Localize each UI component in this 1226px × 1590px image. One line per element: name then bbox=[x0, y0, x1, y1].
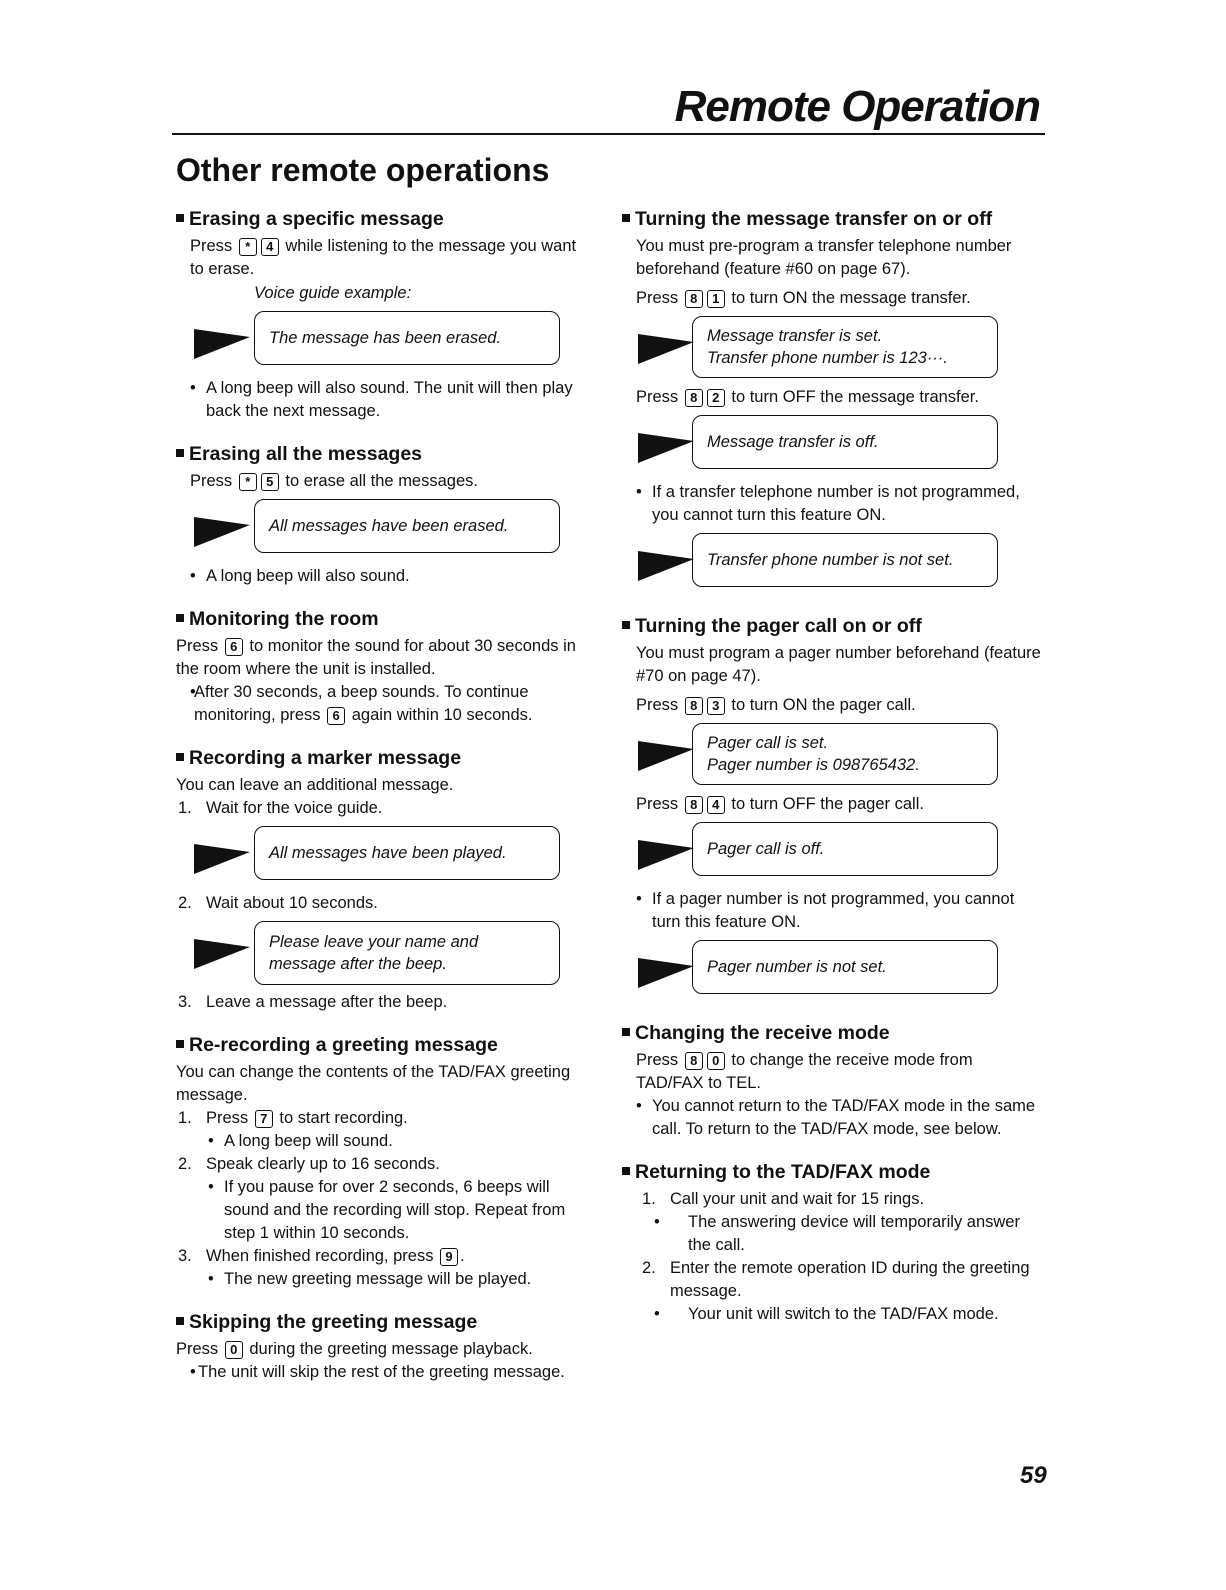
square-bullet-icon bbox=[622, 1028, 630, 1036]
key-5-icon: 5 bbox=[261, 473, 279, 491]
key-6-icon: 6 bbox=[225, 638, 243, 656]
intro-text: You must pre-program a transfer telephone number beforehand (feature #60 on page 67). bbox=[636, 237, 1012, 278]
rerecord-section bbox=[176, 1034, 586, 1291]
section-title: Other remote operations bbox=[176, 152, 550, 188]
bullet-note: • A long beep will sound. bbox=[176, 1130, 586, 1153]
instruction: Press 8 1 to turn ON the message transfer. bbox=[636, 289, 971, 307]
square-bullet-icon bbox=[622, 621, 630, 629]
section-heading: Turning the pager call on or off bbox=[622, 615, 1042, 638]
key-3-icon: 3 bbox=[707, 697, 725, 715]
receive-mode-section bbox=[622, 1022, 1042, 1141]
bullet-note: • A long beep will also sound. bbox=[176, 565, 586, 588]
speaker-icon bbox=[194, 517, 250, 547]
section-heading: Skipping the greeting message bbox=[176, 1311, 586, 1334]
page-number: 59 bbox=[1020, 1462, 1047, 1489]
square-bullet-icon bbox=[176, 214, 184, 222]
speaker-icon bbox=[638, 334, 694, 364]
bullet-note: • The new greeting message will be played. bbox=[176, 1268, 586, 1291]
instruction: Press * 4 while listening to the message you want to erase. bbox=[190, 237, 577, 278]
voice-guide-bubble: The message has been erased. bbox=[176, 311, 586, 373]
bullet-note: • If a transfer telephone number is not programmed, you cannot turn this feature ON. bbox=[622, 481, 1042, 527]
bullet-note: • You cannot return to the TAD/FAX mode in the same call. To return to the TAD/FAX mode, see below. bbox=[622, 1095, 1042, 1141]
key-8-icon: 8 bbox=[685, 1052, 703, 1070]
section-heading: Changing the receive mode bbox=[622, 1022, 1042, 1045]
skip-section bbox=[176, 1311, 586, 1384]
key-9-icon: 9 bbox=[440, 1248, 458, 1266]
step: 2. Wait about 10 seconds. bbox=[178, 894, 378, 912]
voice-guide-bubble: Pager call is off. bbox=[622, 822, 1042, 884]
speaker-icon bbox=[194, 329, 250, 359]
voice-guide-bubble: Message transfer is set. Transfer phone number is 123···. bbox=[622, 316, 1042, 382]
square-bullet-icon bbox=[176, 753, 184, 761]
section-heading: Returning to the TAD/FAX mode bbox=[622, 1161, 1042, 1184]
instruction: Press * 5 to erase all the messages. bbox=[190, 472, 478, 490]
square-bullet-icon bbox=[622, 214, 630, 222]
step: 2. Speak clearly up to 16 seconds. bbox=[178, 1155, 440, 1173]
square-bullet-icon bbox=[622, 1167, 630, 1175]
header-rule bbox=[172, 133, 1045, 135]
transfer-section bbox=[622, 208, 1042, 595]
key-star-icon: * bbox=[239, 238, 257, 256]
right-column bbox=[622, 208, 1042, 1346]
bullet-note: • If you pause for over 2 seconds, 6 beeps will sound and the recording will stop. Repeat from step 1 within 10 seconds. bbox=[176, 1176, 586, 1245]
monitor-section bbox=[176, 608, 586, 727]
instruction: Press 8 3 to turn ON the pager call. bbox=[636, 696, 916, 714]
speaker-icon bbox=[638, 741, 694, 771]
bullet-note: • Your unit will switch to the TAD/FAX mode. bbox=[622, 1303, 1042, 1326]
voice-guide-bubble: Transfer phone number is not set. bbox=[622, 533, 1042, 595]
key-8-icon: 8 bbox=[685, 697, 703, 715]
instruction: Press 8 2 to turn OFF the message transfer. bbox=[636, 388, 979, 406]
section-heading: Turning the message transfer on or off bbox=[622, 208, 1042, 231]
instruction: Press 8 0 to change the receive mode from TAD/FAX to TEL. bbox=[636, 1051, 973, 1092]
section-heading: Recording a marker message bbox=[176, 747, 586, 770]
speaker-icon bbox=[638, 840, 694, 870]
section-heading: Erasing a specific message bbox=[176, 208, 586, 231]
pager-section bbox=[622, 615, 1042, 1002]
voice-guide-bubble: All messages have been played. bbox=[176, 826, 586, 888]
key-8-icon: 8 bbox=[685, 290, 703, 308]
step: 2. Enter the remote operation ID during the greeting message. bbox=[642, 1259, 1030, 1300]
key-8-icon: 8 bbox=[685, 389, 703, 407]
key-8-icon: 8 bbox=[685, 796, 703, 814]
step: 3. When finished recording, press 9 . bbox=[178, 1247, 465, 1265]
key-0-icon: 0 bbox=[225, 1341, 243, 1359]
speaker-icon bbox=[638, 433, 694, 463]
intro-text: You can leave an additional message. bbox=[176, 776, 454, 794]
key-0-icon: 0 bbox=[707, 1052, 725, 1070]
marker-section bbox=[176, 747, 586, 1014]
returning-section bbox=[622, 1161, 1042, 1326]
instruction: Press 8 4 to turn OFF the pager call. bbox=[636, 795, 924, 813]
step: 3. Leave a message after the beep. bbox=[178, 993, 448, 1011]
key-7-icon: 7 bbox=[255, 1110, 273, 1128]
speaker-icon bbox=[638, 551, 694, 581]
instruction: Press 6 to monitor the sound for about 30 seconds in the room where the unit is installed. bbox=[176, 637, 576, 678]
key-1-icon: 1 bbox=[707, 290, 725, 308]
voice-guide-label: Voice guide example: bbox=[254, 284, 412, 302]
intro-text: You can change the contents of the TAD/FAX greeting message. bbox=[176, 1063, 571, 1104]
square-bullet-icon bbox=[176, 614, 184, 622]
key-star-icon: * bbox=[239, 473, 257, 491]
left-column bbox=[176, 208, 586, 1404]
section-heading: Erasing all the messages bbox=[176, 443, 586, 466]
speaker-icon bbox=[194, 844, 250, 874]
erase-all-section bbox=[176, 443, 586, 588]
square-bullet-icon bbox=[176, 449, 184, 457]
key-4-icon: 4 bbox=[707, 796, 725, 814]
voice-guide-bubble: Message transfer is off. bbox=[622, 415, 1042, 477]
square-bullet-icon bbox=[176, 1317, 184, 1325]
bullet-note: • The answering device will temporarily answer the call. bbox=[622, 1211, 1042, 1257]
bullet-note: • If a pager number is not programmed, you cannot turn this feature ON. bbox=[622, 888, 1042, 934]
section-heading: Monitoring the room bbox=[176, 608, 586, 631]
voice-guide-bubble: All messages have been erased. bbox=[176, 499, 586, 561]
bullet-note: • A long beep will also sound. The unit will then play back the next message. bbox=[176, 377, 586, 423]
key-2-icon: 2 bbox=[707, 389, 725, 407]
step: 1. Press 7 to start recording. bbox=[178, 1109, 408, 1127]
voice-guide-bubble: Please leave your name and message after the beep. bbox=[176, 921, 586, 987]
speaker-icon bbox=[638, 958, 694, 988]
bullet-note: • The unit will skip the rest of the greeting message. bbox=[176, 1361, 586, 1384]
key-6-icon: 6 bbox=[327, 707, 345, 725]
section-heading: Re-recording a greeting message bbox=[176, 1034, 586, 1057]
erase-specific-section bbox=[176, 208, 586, 423]
voice-guide-bubble: Pager number is not set. bbox=[622, 940, 1042, 1002]
chapter-title: Remote Operation bbox=[674, 82, 1040, 131]
speaker-icon bbox=[194, 939, 250, 969]
square-bullet-icon bbox=[176, 1040, 184, 1048]
voice-guide-bubble: Pager call is set. Pager number is 098765432. bbox=[622, 723, 1042, 789]
intro-text: You must program a pager number beforehand (feature #70 on page 47). bbox=[636, 644, 1041, 685]
bullet-note: • After 30 seconds, a beep sounds. To continue monitoring, press 6 again within 10 seconds. bbox=[176, 681, 586, 727]
step: 1. Wait for the voice guide. bbox=[178, 799, 383, 817]
key-4-icon: 4 bbox=[261, 238, 279, 256]
instruction: Press 0 during the greeting message playback. bbox=[176, 1340, 533, 1358]
step: 1. Call your unit and wait for 15 rings. bbox=[642, 1190, 925, 1208]
